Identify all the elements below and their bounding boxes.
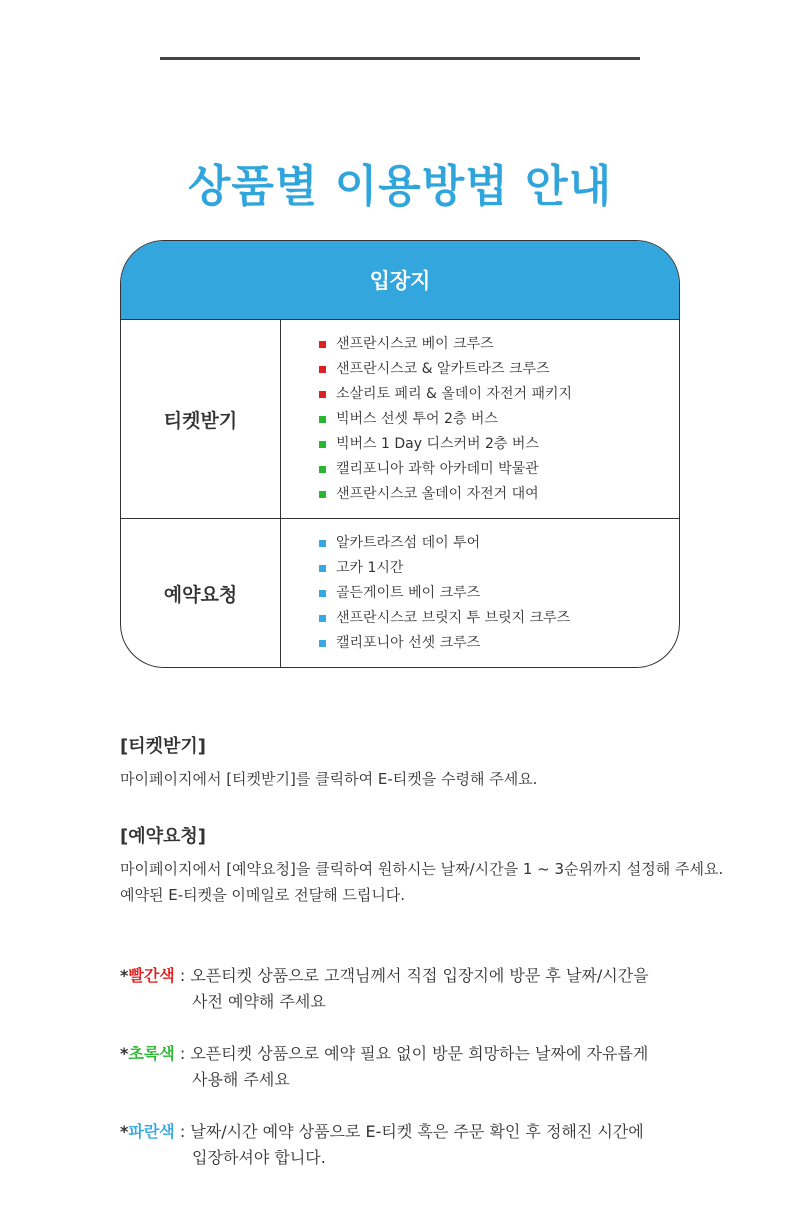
square-bullet-icon	[319, 615, 326, 622]
row-label-ticket: 티켓받기	[121, 320, 281, 518]
reserve-section	[120, 822, 760, 908]
product-name: 골든게이트 베이 크루즈	[336, 584, 481, 601]
page-title: 상품별 이용방법 안내	[187, 161, 613, 212]
product-name: 소살리토 페리 & 올데이 자전거 패키지	[336, 385, 573, 402]
note-blue-line-2: 입장하셔야 합니다.	[192, 1148, 326, 1167]
note-green-line-2: 사용해 주세요	[192, 1070, 290, 1089]
square-bullet-icon	[319, 441, 326, 448]
square-bullet-icon	[319, 391, 326, 398]
note-red-label: 빨간색	[128, 966, 175, 985]
note-blue-line-1: 날짜/시간 예약 상품으로 E-티켓 혹은 주문 확인 후 정해진 시간에	[190, 1122, 644, 1141]
row-label-reserve: 예약요청	[121, 519, 281, 667]
product-list-item	[319, 382, 679, 407]
table-header: 입장지	[121, 241, 679, 320]
product-name: 캘리포니아 선셋 크루즈	[336, 634, 481, 651]
square-bullet-icon	[319, 491, 326, 498]
product-list-item	[319, 606, 679, 631]
note-blue	[120, 1119, 760, 1171]
note-green-line-1: 오픈티켓 상품으로 예약 필요 없이 방문 희망하는 날짜에 자유롭게	[190, 1044, 649, 1063]
table-row-ticket	[121, 320, 679, 519]
ticket-section-body: 마이페이지에서 [티켓받기]를 클릭하여 E-티켓을 수령해 주세요.	[120, 770, 538, 788]
square-bullet-icon	[319, 565, 326, 572]
ticket-section-heading: [티켓받기]	[120, 736, 207, 757]
square-bullet-icon	[319, 341, 326, 348]
note-green-label: 초록색	[128, 1044, 175, 1063]
product-list-item	[319, 357, 679, 382]
reserve-body-line-1: 마이페이지에서 [예약요청]을 클릭하여 원하시는 날짜/시간을 1 ~ 3순위까지 설정해 주세요.	[120, 860, 724, 878]
product-name: 캘리포니아 과학 아카데미 박물관	[336, 460, 539, 477]
note-green	[120, 1041, 760, 1093]
square-bullet-icon	[319, 590, 326, 597]
note-red-line-2: 사전 예약해 주세요	[192, 992, 326, 1011]
reserve-product-list	[319, 531, 679, 656]
note-blue-sep: :	[174, 1122, 191, 1141]
product-name: 샌프란시스코 베이 크루즈	[336, 335, 494, 352]
note-red-sep: :	[174, 966, 191, 985]
square-bullet-icon	[319, 540, 326, 547]
product-list-item	[319, 457, 679, 482]
top-divider	[160, 57, 640, 60]
reserve-section-body	[120, 856, 760, 908]
table-row-reserve	[121, 519, 679, 667]
ticket-product-list	[319, 332, 679, 507]
product-name: 고카 1시간	[336, 559, 404, 576]
note-red	[120, 963, 760, 1015]
product-name: 샌프란시스코 & 알카트라즈 크루즈	[336, 360, 550, 377]
note-green-star: *	[120, 1044, 129, 1063]
product-list-item	[319, 407, 679, 432]
product-list-item	[319, 482, 679, 507]
square-bullet-icon	[319, 416, 326, 423]
ticket-section	[120, 732, 760, 792]
product-name: 샌프란시스코 브릿지 투 브릿지 크루즈	[336, 609, 571, 626]
product-list-item	[319, 332, 679, 357]
reserve-body-line-2: 예약된 E-티켓을 이메일로 전달해 드립니다.	[120, 886, 406, 904]
product-list-item	[319, 531, 679, 556]
product-list-item	[319, 432, 679, 457]
square-bullet-icon	[319, 640, 326, 647]
product-name: 빅버스 1 Day 디스커버 2층 버스	[336, 435, 539, 452]
note-blue-label: 파란색	[128, 1122, 175, 1141]
product-name: 샌프란시스코 올데이 자전거 대여	[336, 485, 539, 502]
product-list-item	[319, 581, 679, 606]
note-red-line-1: 오픈티켓 상품으로 고객님께서 직접 입장지에 방문 후 날짜/시간을	[190, 966, 649, 985]
product-name: 빅버스 선셋 투어 2층 버스	[336, 410, 498, 427]
product-list-item	[319, 556, 679, 581]
note-blue-star: *	[120, 1122, 129, 1141]
reserve-section-heading: [예약요청]	[120, 826, 207, 847]
note-red-star: *	[120, 966, 129, 985]
product-name: 알카트라즈섬 데이 투어	[336, 534, 481, 551]
usage-table	[120, 240, 680, 668]
note-green-sep: :	[174, 1044, 191, 1063]
product-list-item	[319, 631, 679, 656]
square-bullet-icon	[319, 466, 326, 473]
square-bullet-icon	[319, 366, 326, 373]
